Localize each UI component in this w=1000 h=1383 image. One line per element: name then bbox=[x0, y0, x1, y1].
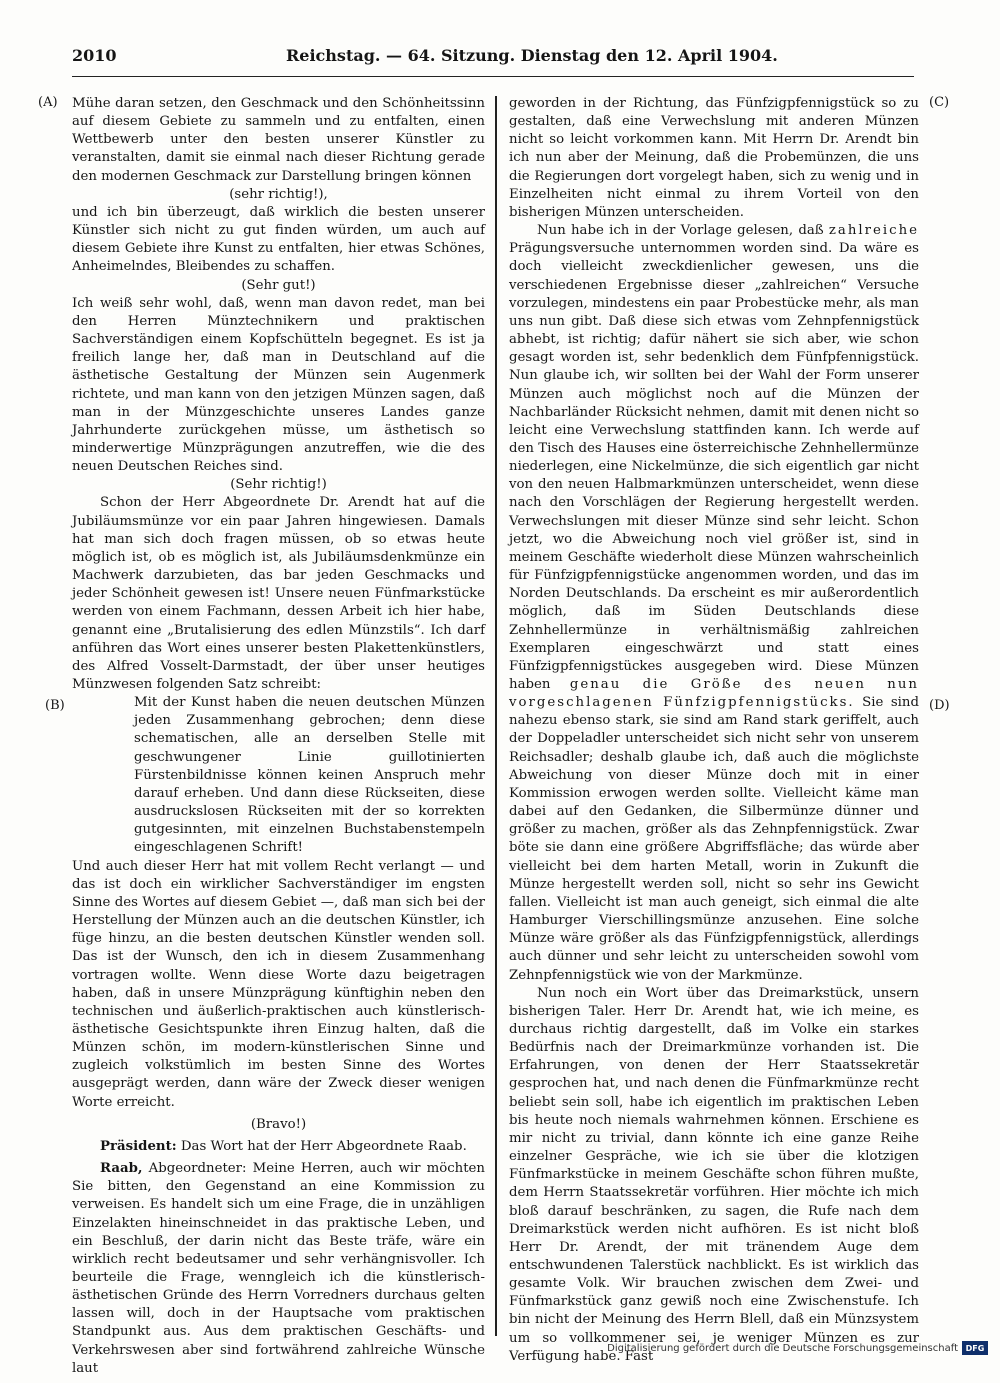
digitization-credit: Digitalisierung gefördert durch die Deutsche Forschungsgemeinschaft bbox=[607, 1343, 958, 1354]
text-run: Nun habe ich in der Vorlage gelesen, daß bbox=[537, 223, 824, 239]
paragraph: Und auch dieser Herr hat mit vollem Recht verlangt — und das ist doch ein wirklicher Sachverständiger im engsten Sinne des Wortes auf diesem Gebiet —, daß man sich bei der Herstellung der Münzen auch an die deutschen Künstler, ich füge hinzu, an die besten deutschen Künstler wenden soll. Das ist der Wunsch, den ich in diesem Zusammenhang vortragen wollte. Wenn diese Worte dazu beigetragen haben, daß in unsere Münzprägung künftighin neben den technischen und äußerlich-praktischen auch künstlerisch-ästhetische Gesichtspunkte ihren Einzug halten, daß die Münzen schön, im modern-künstlerischen Sinne und zugleich volkstümlich im besten Sinne des Wortes ausgeprägt werden, dann wäre der Zweck dieser wenigen Worte erreicht. bbox=[72, 858, 485, 1110]
margin-marker-d: (D) bbox=[929, 698, 950, 713]
block-quote: Mit der Kunst haben die neuen deutschen Münzen jeden Zusammenhang gebrochen; denn diese schematischen, alle an derselben Stelle mit geschwungener Linie guillotinierten Fürstenbildnisse können keinen Anspruch mehr darauf erheben. Und dann diese Rückseiten, diese ausdruckslosen Rückseiten mit der so korrekten gutgesinnten, mit einzelnen Buchstabenstempeln eingeschlagenen Schrift! bbox=[134, 695, 485, 856]
margin-marker-a: (A) bbox=[38, 95, 58, 110]
text-run: Sie sind nahezu ebenso stark, sie sind am Rand stark geriffelt, auch der Doppeladler unterscheidet sich nicht sehr von unserem Reichsadler; deshalb glaube ich, daß auch die möglichste Abweichung von dieser Münze doch mit in einer Kommission erwogen werden sollte. Vielleicht käme man dabei auf den Gedanken, die Silbermünze dünner und größer zu machen, größer als das Zehnpfennigstück. Zwar böte sie dann eine größere Abgriffsfläche; das würde aber vielleicht bei dem harten Metall, worin in Zukunft die Münze hergestellt werden soll, nicht so sehr ins Gewicht fallen. Vielleicht ist man auch geneigt, sich einmal die alte Hamburger Vierschillingsmünze anzusehen. Eine solche Münze wäre größer als das Fünfzigpfennigstück, allerdings auch dünner und sehr leicht zu unterscheiden sowohl vom Zehnpfennigstück wie von der Markmünze. bbox=[509, 695, 919, 983]
paragraph: Mühe daran setzen, den Geschmack und den Schönheitssinn auf diesem Gebiete zu sammeln und zu entfalten, einen Wettbewerb unter den besten unserer Künstler zu veranstalten, damit sie einmal nach dieser Richtung gerade den modernen Geschmack zur Darstellung bringen können bbox=[72, 96, 485, 184]
speaker-paragraph bbox=[72, 1138, 485, 1156]
header-rule bbox=[72, 76, 914, 77]
right-column bbox=[509, 95, 919, 1366]
margin-marker-b: (B) bbox=[45, 698, 65, 713]
speaker-paragraph bbox=[72, 1160, 485, 1378]
margin-marker-c: (C) bbox=[929, 95, 950, 110]
page-header bbox=[72, 46, 912, 72]
footer bbox=[607, 1340, 988, 1358]
paragraph: Ich weiß sehr wohl, daß, wenn man davon redet, man bei den Herren Münztechnikern und praktischen Sachverständigen einem Kopfschütteln begegnet. Es ist ja freilich lange her, daß man in Deutschland auf die ästhetische Gestaltung der Münzen sein Augenmerk richtete, und man kann von den jetzigen Münzen sagen, daß man in der Münzgeschichte unseres Landes ganze Jahrhunderte zurückgehen müsse, um ästhetisch so minderwertige Münzprägungen anzutreffen, wie die des neuen Deutschen Reiches sind. bbox=[72, 295, 485, 475]
speaker-name: Raab, bbox=[100, 1161, 143, 1177]
dfg-logo: DFG bbox=[962, 1341, 988, 1355]
page-number: 2010 bbox=[72, 46, 117, 65]
paragraph: Nun noch ein Wort über das Dreimarkstück, unsern bisherigen Taler. Herr Dr. Arendt hat, wie ich meine, es durchaus richtig dargestellt, daß im Volke ein starkes Bedürfnis nach der Dreimarkmünze vorhanden ist. Die Erfahrungen, von denen der Herr Staatssekretär gesprochen hat, und nach denen die Fünfmarkmünze recht beliebt sein soll, habe ich eigentlich im praktischen Leben bis heute noch niemals wahrnehmen können. Erschiene es mir nicht zu trivial, dann könnte ich eine ganze Reihe einzelner Gespräche, wie ich sie über die klotzigen Fünfmarkstücke in meinem Geschäfte schon führen mußte, dem Herrn Staatssekretär vorführen. Hier möchte ich mich bloß darauf beschränken, zu sagen, die Rufe nach dem Dreimarkstück werden nicht aufhören. Es ist nicht bloß Herr Dr. Arendt, der mit tränendem Auge dem entschwundenen Talerstück nachblickt. Es ist wirklich das gesamte Volk. Wir brauchen zwischen dem Zwei- und Fünfmarkstück ganz gewiß noch eine Zwischenstufe. Ich bin nicht der Meinung des Herrn Blell, daß ein Münzsystem um so vollkommener sei, je weniger Münzen es zur Verfügung habe. Fast bbox=[509, 985, 919, 1364]
interjection: (sehr richtig!), bbox=[229, 186, 328, 202]
paragraph: geworden in der Richtung, das Fünfzigpfennigstück so zu gestalten, daß eine Verwechslung mit anderen Münzen nicht so leicht vorkommen kann. Mit Herrn Dr. Arendt bin ich nun aber der Meinung, daß die Probemünzen, die uns die Regierungen dort vorgelegt haben, sich zu wenig und in Einzelheiten nicht einmal zu ihrem Vorteil von den bisherigen Münzen unterscheiden. bbox=[509, 96, 919, 220]
emphasis-spaced: genau die Größe des neuen nun vorgeschlagenen Fünfzigpfennigstücks. bbox=[509, 677, 919, 711]
paragraph bbox=[509, 222, 919, 985]
speaker-name: Präsident: bbox=[100, 1138, 177, 1154]
speaker-text: Das Wort hat der Herr Abgeordnete Raab. bbox=[180, 1138, 467, 1154]
paragraph: Schon der Herr Abgeordnete Dr. Arendt hat auf die Jubiläumsmünze vor ein paar Jahren hingewiesen. Damals hat man sich doch fragen müssen, ob so etwas heute möglich ist, ob es möglich ist, als Jubiläumsdenkmünze ein Machwerk darzubieten, das bar jeden Geschmacks und jeder Schönheit gewesen ist! Unsere neuen Fünfmarkstücke werden von einem Fachmann, dessen Arbeit ich hier habe, genannt eine „Brutalisierung des edlen Münzstils“. Ich darf anführen das Wort eines unserer besten Plakettenkünstlers, des Alfred Vosselt-Darmstadt, der über unser heutiges Münzwesen folgenden Satz schreibt: bbox=[72, 495, 485, 692]
column-divider bbox=[495, 96, 497, 1336]
left-column bbox=[72, 95, 485, 1378]
emphasis-spaced: zahlreiche bbox=[828, 223, 919, 239]
interjection: (Bravo!) bbox=[250, 1116, 307, 1132]
paragraph: und ich bin überzeugt, daß wirklich die besten unserer Künstler sich nicht zu gut finden würden, um auch auf diesem Gebiete ihre Kunst zu entfalten, hier etwas Schönes, Anheimelndes, Bleibendes zu schaffen. bbox=[72, 204, 485, 275]
interjection: (Sehr richtig!) bbox=[230, 477, 327, 493]
text-run: Prägungsversuche unternommen worden sind. Da wäre es doch vielleicht zweckdienlicher gewesen, uns die verschiedenen Ergebnisse dieser „zahlreichen“ Versuche vorzulegen, mindestens ein paar Probestücke mehr, als man uns nun gibt. Daß diese sich etwas vom Zehnpfennigstück abhebt, ist richtig; dafür nähert sie sich aber, wie schon gesagt worden ist, sehr bedenklich dem Fünfpfennigstück. Nun glaube ich, wir sollten bei der Wahl der Form unserer Münzen auch möglichst noch auf die Münzen der Nachbarländer Rücksicht nehmen, damit mit denen nicht so leicht eine Verwechslung stattfinden kann. Ich werde auf den Tisch des Hauses eine österreichische Zehnhellermünze niederlegen, eine Nickelmünze, die sich eigentlich gar nicht von den neuen Halbmarkmünzen unterscheidet, wenn diese nach den Vorschlägen der Regierung hergestellt werden. Verwechslungen mit dieser Münze sind sehr leicht. Schon jetzt, wo die Abweichung noch viel größer ist, sind in meinem Geschäfte wiederholt diese Münzen wahrscheinlich für Fünfzigpfennigstücke angenommen worden, und das im Norden Deutschlands. Da erscheint es mir außerordentlich möglich, daß im Süden Deutschlands diese Zehnhellermünze in verhältnismäßig zahlreichen Exemplaren eingeschwärzt und statt eines Fünfzigpfennigstückes ausgegeben wird. Diese Münzen haben bbox=[509, 241, 919, 692]
running-title: Reichstag. — 64. Sitzung. Dienstag den 12. April 1904. bbox=[286, 46, 778, 65]
speaker-text: Abgeordneter: Meine Herren, auch wir möchten Sie bitten, den Gegenstand an eine Kommission zu verweisen. Es handelt sich um eine Frage, die in unzähligen Einzelakten hineinschneidet in das praktische Leben, und ein Beschluß, der darin nicht das Beste träfe, wäre ein wirklich recht bedeutsamer und sehr verhängnisvoller. Ich beurteile die Frage, wenngleich ich die künstlerisch-ästhetischen Gründe des Herrn Vorredners durchaus gelten lassen will, doch in der Hauptsache vom praktischen Standpunkt aus. Aus dem praktischen Geschäfts- und Verkehrswesen aber sind fortwährend zahlreiche Wünsche laut bbox=[72, 1161, 485, 1376]
interjection: (Sehr gut!) bbox=[241, 277, 316, 293]
